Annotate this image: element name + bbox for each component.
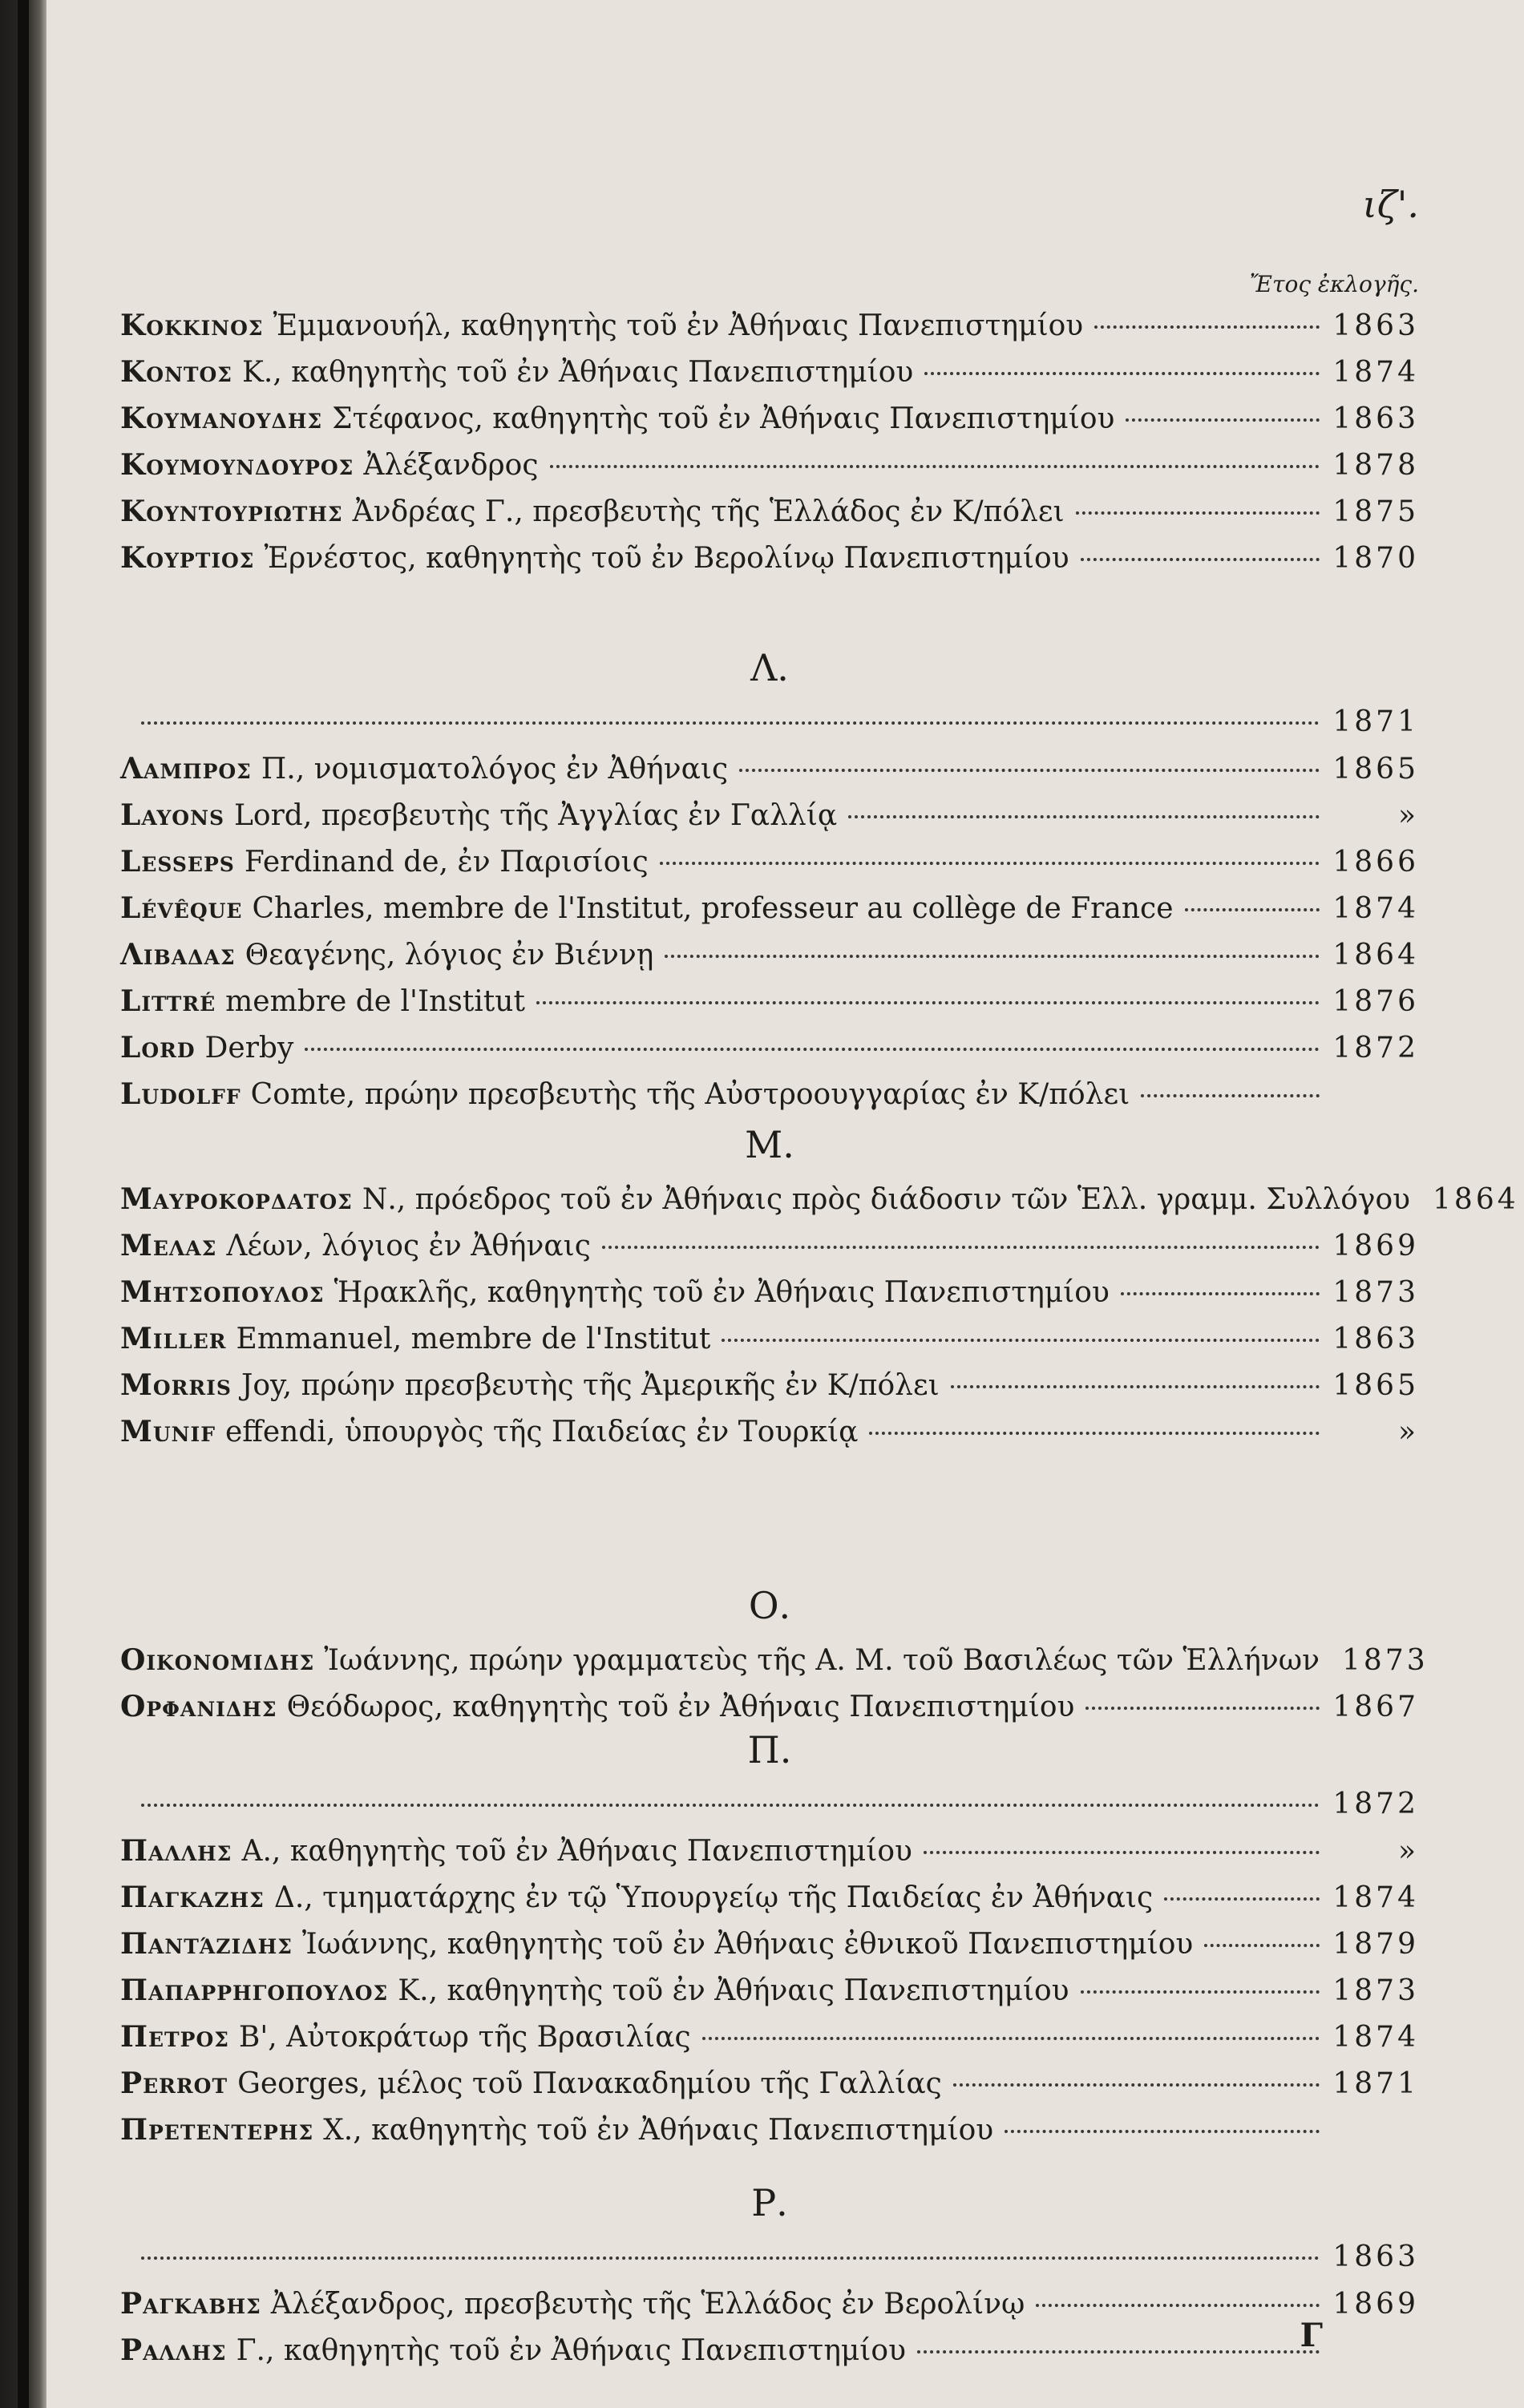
election-year: 1869 [1332,2288,1419,2321]
member-description: Emmanuel, membre de l'Institut [236,1323,711,1356]
member-name: Ραγκαβης [120,2287,261,2321]
election-year: 1869 [1332,1230,1419,1263]
member-description: Charles, membre de l'Institut, professeur au collège de France [252,892,1174,925]
leader-dots [665,955,1320,958]
list-item [120,798,1419,845]
member-name: Littré [120,984,216,1018]
election-year: 1863 [1332,402,1419,435]
election-year: 1872 [1332,1788,1419,1820]
member-description: Ferdinand de, ἐν Παρισίοις [244,846,649,879]
member-name: Layons [120,798,224,832]
section [120,641,1419,1124]
member-name: Πετρος [120,2020,229,2054]
election-year: 1875 [1332,495,1419,528]
leader-dots [951,1385,1320,1388]
member-name: Πρετεντερης [120,2113,314,2147]
section-letter: Ο. [748,1584,791,1627]
member-name: Perrot [120,2067,228,2100]
list-item [120,705,1419,752]
member-name: Παντάζιδης [120,1927,293,1961]
member-description: Ἐμμανουήλ, καθηγητὴς τοῦ ἐν Ἀθήναις Πανεπιστημίου [273,309,1084,342]
member-description: Γ., καθηγητὴς τοῦ ἐν Ἀθήναις Πανεπιστημίου [236,2334,906,2367]
member-name: Lord [120,1031,196,1065]
member-name: Μελας [120,1229,217,1263]
member-name: Ορφανιδης [120,1690,277,1723]
leader-dots [1081,1990,1320,1994]
section-letter: Ρ. [751,2181,788,2224]
leader-dots [953,2083,1320,2087]
member-description: Ἰωάννης, πρώην γραμματεὺς τῆς Α. Μ. τοῦ Βασιλέως τῶν Ἑλλήνων [324,1644,1320,1677]
election-year: 1863 [1332,1323,1419,1356]
list-item [120,1974,1419,2020]
list-item [120,1031,1419,1077]
member-description: Joy, πρώην πρεσβευτὴς τῆς Ἀμερικῆς ἐν Κ/πόλει [241,1369,940,1402]
leader-dots [1036,2304,1320,2307]
list-item [120,2333,1419,2380]
member-description: Στέφανος, καθηγητὴς τοῦ ἐν Ἀθήναις Πανεπιστημίου [332,402,1115,435]
election-year: 1873 [1332,1276,1419,1309]
list-item [120,752,1419,798]
member-description: Ἰωάννης, καθηγητὴς τοῦ ἐν Ἀθήναις ἐθνικοῦ Πανεπιστημίου [301,1928,1194,1961]
member-description: Π., νομισματολόγος ἐν Ἀθήναις [261,753,729,786]
member-name: Λαμπρος [120,752,252,786]
signature-mark: Γ [1300,2317,1323,2354]
year-column-header: Ἔτος ἐκλογῆς. [1249,271,1419,297]
leader-dots [1126,418,1320,422]
leader-dots [1005,2130,1320,2133]
election-year: 1863 [1332,309,1419,342]
member-description: Ν., πρόεδρος τοῦ ἐν Ἀθήναις πρὸς διάδοσιν τῶν Ἑλλ. γραμμ. Συλλόγου [362,1183,1411,1216]
leader-dots [722,1339,1320,1342]
member-description: Ἐρνέστος, καθηγητὴς τοῦ ἐν Βερολίνῳ Πανεπιστημίου [264,542,1069,575]
member-name: Κουμουνδουρος [120,448,354,482]
member-name: Παπαρρηγοπουλος [120,1974,389,2007]
member-name: Lévêque [120,891,243,925]
member-description: Χ., καθηγητὴς τοῦ ἐν Ἀθήναις Πανεπιστημίου [323,2114,994,2147]
list-item [120,2067,1419,2113]
list-item [120,495,1419,541]
election-year: » [1397,1416,1419,1448]
member-name: Οικονομιδης [120,1643,315,1677]
list-item [120,402,1419,448]
member-name: Κοκκινος [120,309,264,342]
member-description: Β', Αὐτοκράτωρ τῆς Βρασιλίας [238,2021,691,2054]
member-name: Παγκαζης [120,1881,265,1914]
leader-dots [660,862,1320,865]
list-item [120,1368,1419,1415]
list-item [120,2240,1419,2287]
leader-dots [1094,325,1320,329]
member-name: Κουρτιος [120,541,255,575]
member-name: Munif [120,1415,216,1448]
list-item [120,891,1419,938]
election-year: 1872 [1332,1032,1419,1065]
member-name: Miller [120,1322,227,1356]
leader-dots [848,815,1320,818]
leader-dots [141,2256,1320,2260]
election-year: 1871 [1332,2067,1419,2100]
leader-dots [141,721,1320,725]
member-description: Α., καθηγητὴς τοῦ ἐν Ἀθήναις Πανεπιστημίου [241,1835,912,1868]
election-year: 1873 [1332,1974,1419,2007]
leader-dots [536,1001,1320,1004]
list-item [120,1275,1419,1322]
leader-dots [1185,908,1320,911]
section-letter: Π. [747,1728,792,1772]
election-year: 1865 [1332,1369,1419,1402]
member-name: Κουντουριωτης [120,495,343,528]
member-name: Μητσοπουλος [120,1275,325,1309]
member-name: Μαυροκορδατος [120,1182,353,1216]
election-year: 1864 [1332,939,1419,972]
election-year: 1873 [1342,1644,1429,1677]
election-year: 1871 [1332,705,1419,738]
election-year: » [1397,799,1419,832]
member-description: Λέων, λόγιος ἐν Ἀθήναις [226,1230,591,1263]
member-description: Lord, πρεσβευτὴς τῆς Ἀγγλίας ἐν Γαλλίᾳ [234,799,838,832]
list-item [120,1927,1419,1974]
member-description: Ἀνδρέας Γ., πρεσβευτὴς τῆς Ἑλλάδος ἐν Κ/πόλει [352,495,1065,528]
leader-dots [917,2350,1320,2353]
list-item [120,448,1419,495]
list-item [120,1788,1419,1834]
election-year: 1876 [1332,985,1419,1018]
leader-dots [869,1432,1320,1435]
election-year: 1874 [1332,356,1419,389]
list-item [120,2113,1419,2160]
election-year: 1867 [1332,1691,1419,1723]
election-year: 1870 [1332,542,1419,575]
leader-dots [141,1804,1320,1807]
leader-dots [924,1851,1320,1854]
member-description: effendi, ὑπουργὸς τῆς Παιδείας ἐν Τουρκίᾳ [224,1416,859,1448]
document-page [120,0,1519,2408]
leader-dots [1164,1897,1320,1901]
list-item [120,1229,1419,1275]
list-item [120,1322,1419,1368]
election-year: 1874 [1332,2021,1419,2054]
list-item [120,309,1419,355]
member-description: Κ., καθηγητὴς τοῦ ἐν Ἀθήναις Πανεπιστημίου [398,1974,1069,2007]
election-year: 1878 [1332,449,1419,482]
list-item [120,938,1419,984]
member-description: Ἡρακλῆς, καθηγητὴς τοῦ ἐν Ἀθήναις Πανεπιστημίου [334,1276,1110,1309]
leader-dots [1085,1707,1320,1710]
election-year: 1874 [1332,1881,1419,1914]
member-name: Κουμανουδης [120,402,323,435]
leader-dots [305,1048,1320,1051]
election-year: 1874 [1332,892,1419,925]
list-item [120,2020,1419,2067]
member-name: Morris [120,1368,232,1402]
leader-dots [550,465,1320,468]
list-item [120,845,1419,891]
member-name: Λιβαδας [120,938,236,972]
member-description: Κ., καθηγητὴς τοῦ ἐν Ἀθήναις Πανεπιστημίου [241,356,914,389]
election-year: 1864 [1433,1183,1519,1216]
list-item [120,2287,1419,2333]
book-binding [18,0,29,2408]
leader-dots [1076,511,1320,515]
list-item [120,1834,1419,1881]
member-description: Δ., τμηματάρχης ἐν τῷ Ὑπουργείῳ τῆς Παιδείας ἐν Ἀθήναις [273,1881,1154,1914]
section-letter: Λ. [750,646,789,689]
section [120,1118,1519,1461]
list-item [120,1881,1419,1927]
section [120,309,1419,588]
election-year: 1865 [1332,753,1419,786]
member-name: Lesseps [120,845,235,879]
member-description: membre de l'Institut [225,985,525,1018]
section [120,1579,1429,1736]
member-description: Θεαγένης, λόγιος ἐν Βιέννῃ [245,939,654,972]
section [120,2176,1419,2380]
list-item [120,1182,1519,1229]
member-name: Ραλλης [120,2333,227,2367]
leader-dots [1141,1094,1320,1097]
member-name: Ludolff [120,1077,241,1111]
leader-dots [1204,1944,1320,1947]
member-description: Georges, μέλος τοῦ Πανακαδημίου τῆς Γαλλίας [237,2067,942,2100]
list-item [120,1643,1429,1690]
member-description: Ἀλέξανδρος, πρεσβευτὴς τῆς Ἑλλάδος ἐν Βερολίνῳ [270,2288,1025,2321]
list-item [120,355,1419,402]
leader-dots [1081,558,1320,561]
leader-dots [702,2037,1320,2040]
member-description: Derby [204,1032,294,1065]
section-letter: Μ. [745,1123,794,1166]
leader-dots [739,769,1320,772]
member-name: Κοντος [120,355,232,389]
list-item [120,1415,1419,1461]
member-name: Παλλης [120,1834,232,1868]
election-year: 1863 [1332,2240,1419,2273]
election-year: 1866 [1332,846,1419,879]
leader-dots [1121,1292,1320,1295]
election-year: » [1397,1835,1419,1868]
section [120,1723,1419,2160]
election-year: 1879 [1332,1928,1419,1961]
leader-dots [602,1246,1320,1249]
list-item [120,1077,1419,1124]
member-description: Θεόδωρος, καθηγητὴς τοῦ ἐν Ἀθήναις Πανεπιστημίου [286,1691,1075,1723]
member-description: Comte, πρώην πρεσβευτὴς τῆς Αὐστροουγγαρίας ἐν Κ/πόλει [250,1078,1130,1111]
list-item [120,984,1419,1031]
list-item [120,541,1419,588]
page-folio: ιζ'. [1362,183,1419,226]
member-description: Ἀλέξανδρος [363,449,539,482]
leader-dots [924,372,1320,375]
